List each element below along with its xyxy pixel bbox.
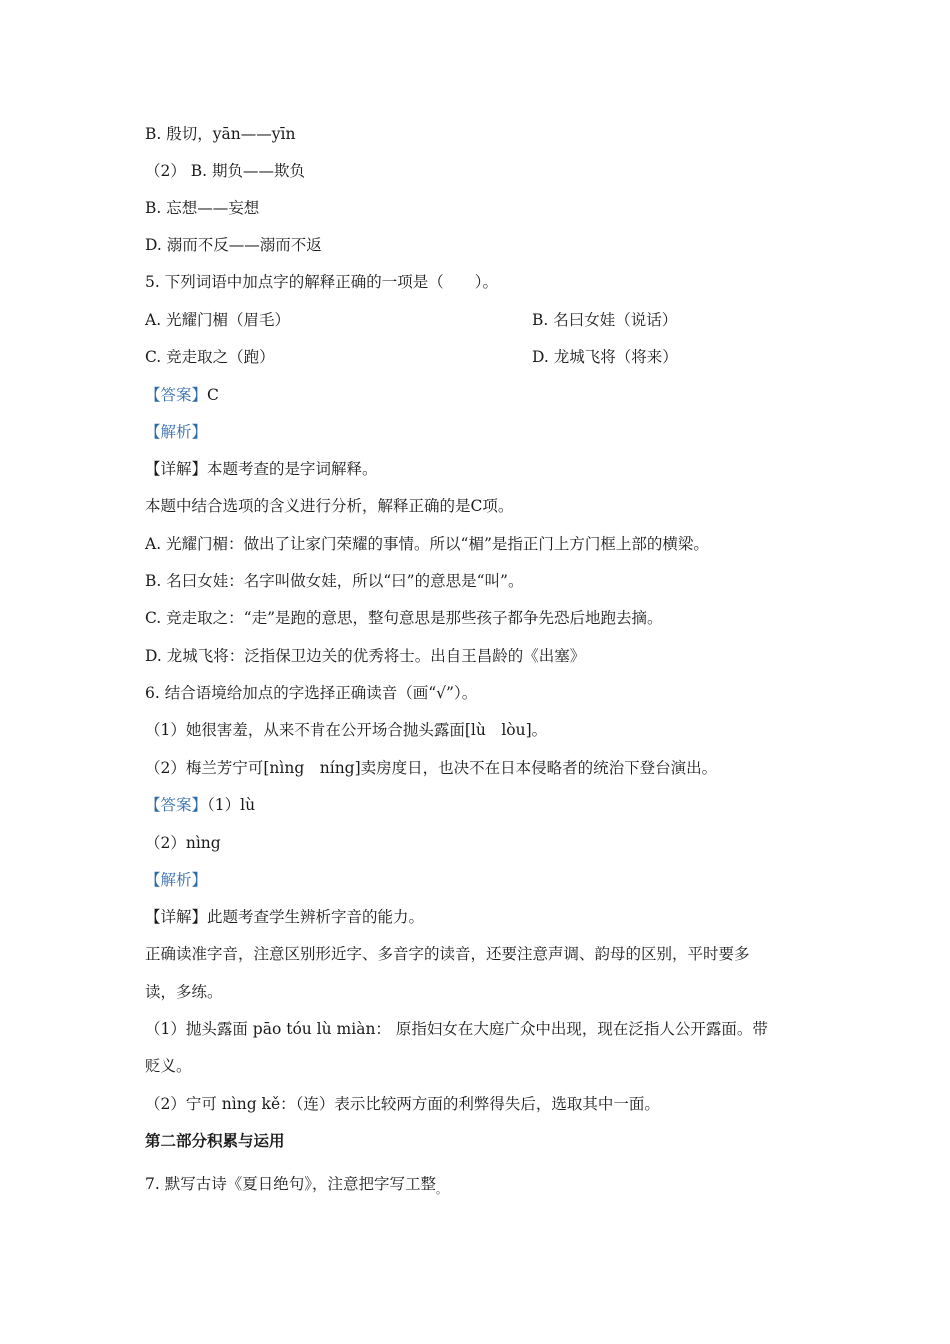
question-5: 5. 下列词语中加点字的解释正确的一项是（ ）。	[145, 273, 498, 291]
answer-tag: 【答案】	[145, 386, 208, 404]
text-line: B. 忘想——妄想	[145, 199, 260, 217]
answer-value-2: （2）nìng	[145, 834, 221, 852]
question-6-part-2: （2）梅兰芳宁可[nìng níng]卖房度日，也决不在日本侵略者的统治下登台演出。	[145, 759, 718, 777]
section-title: 第二部分积累与运用	[145, 1132, 285, 1150]
question-6: 6. 结合语境给加点的字选择正确读音（画“√”）。	[145, 684, 478, 702]
option-c: C. 竞走取之（跑）	[145, 348, 275, 366]
detail-line: 【详解】此题考查学生辨析字音的能力。	[145, 908, 425, 926]
detail-line: 【详解】本题考查的是字词解释。	[145, 460, 378, 478]
paragraph: 正确读准字音，注意区别形近字、多音字的读音，还要注意声调、韵母的区别，平时要多	[145, 945, 750, 963]
answer-value: C	[207, 386, 219, 404]
paragraph: （1）抛头露面 pāo tóu lù miàn： 原指妇女在大庭广众中出现，现在泛指人公开露面。带	[145, 1020, 768, 1038]
answer-value: （1）lù	[207, 796, 256, 814]
answer-line	[145, 385, 219, 405]
text-line: （2） B. 期负——欺负	[145, 162, 306, 180]
question-6-part-1: （1）她很害羞，从来不肯在公开场合抛头露面[lù lòu]。	[145, 721, 548, 739]
answer-tag: 【答案】	[145, 796, 208, 814]
question-7-mark: 。	[435, 1183, 447, 1196]
text-line: 本题中结合选项的含义进行分析，解释正确的是C项。	[145, 497, 514, 515]
paragraph: 读，多练。	[145, 983, 223, 1001]
explanation-a: A. 光耀门楣：做出了让家门荣耀的事情。所以“楣”是指正门上方门框上部的横梁。	[145, 535, 709, 553]
question-7-text: 7. 默写古诗《夏日绝句》，注意把字写工整	[145, 1175, 436, 1193]
answer-line	[145, 795, 255, 815]
option-b: B. 名曰女娃（说话）	[532, 311, 678, 329]
option-a: A. 光耀门楣（眉毛）	[145, 311, 291, 329]
paragraph: 贬义。	[145, 1057, 192, 1075]
analysis-tag: 【解析】	[145, 423, 208, 441]
option-d: D. 龙城飞将（将来）	[532, 348, 678, 366]
text-line: B. 殷切，yān——yīn	[145, 125, 296, 143]
text-line: D. 溺而不反——溺而不返	[145, 236, 322, 254]
explanation-c: C. 竞走取之：“走”是跑的意思，整句意思是那些孩子都争先恐后地跑去摘。	[145, 609, 663, 627]
analysis-tag: 【解析】	[145, 871, 208, 889]
explanation-b: B. 名曰女娃：名字叫做女娃，所以“曰”的意思是“叫”。	[145, 572, 524, 590]
paragraph: （2）宁可 nìng kě：（连）表示比较两方面的利弊得失后，选取其中一面。	[145, 1095, 660, 1113]
question-7	[145, 1174, 447, 1200]
explanation-d: D. 龙城飞将：泛指保卫边关的优秀将士。出自王昌龄的《出塞》	[145, 647, 586, 665]
